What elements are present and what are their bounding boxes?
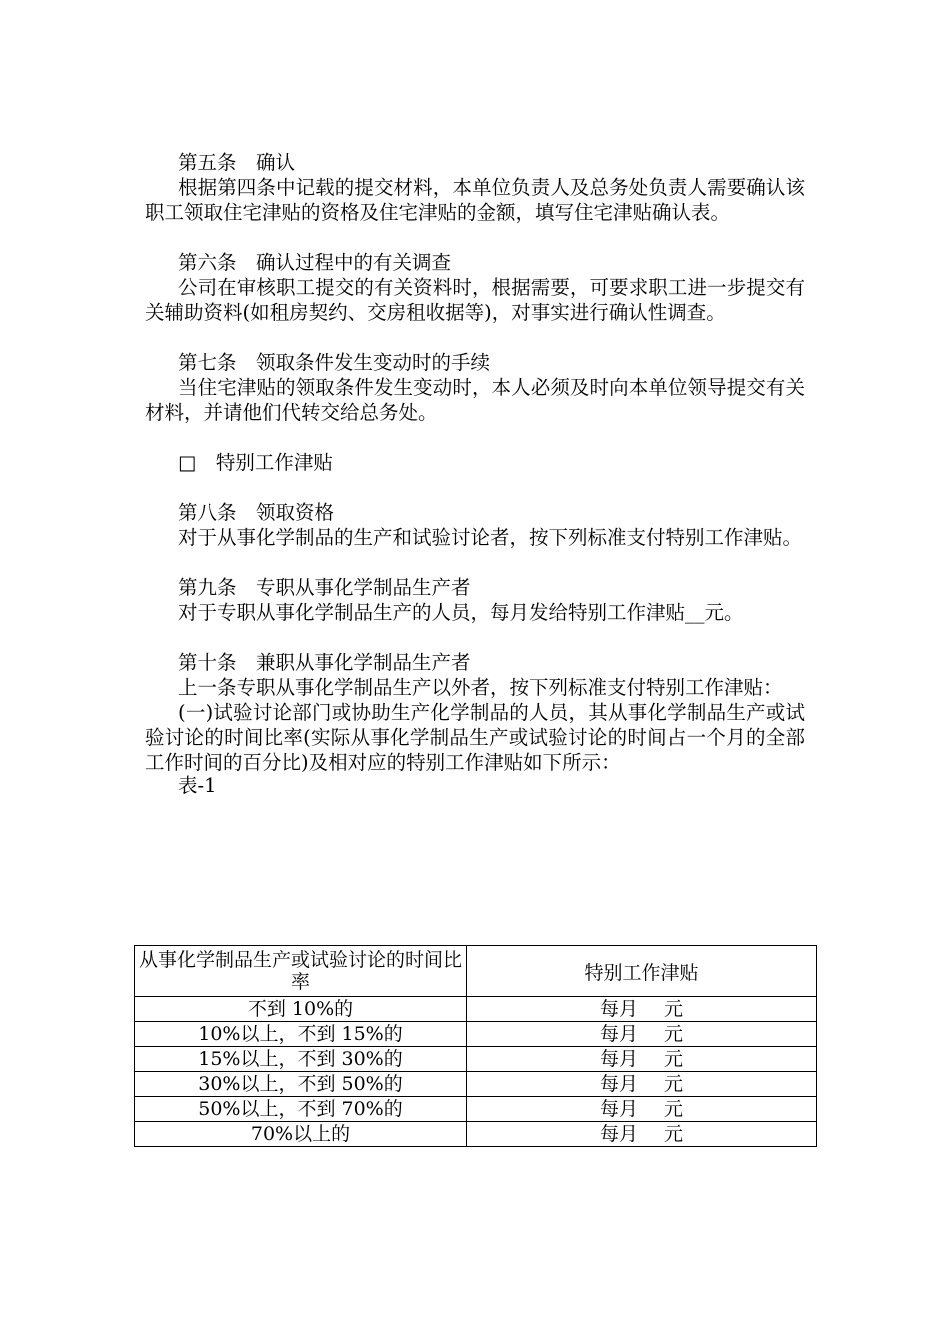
table-cell-amount [467,1122,817,1147]
article-8-body: 对于从事化学制品的生产和试验讨论者，按下列标准支付特别工作津贴。 [178,526,803,549]
table-cell-amount [467,1047,817,1072]
amount-unit-label: 元 [664,1073,684,1095]
table-row [135,1047,817,1072]
amount-month-label: 每月 [599,998,638,1020]
amount-month-label: 每月 [599,1123,638,1145]
table-cell-ratio: 不到 10%的 [135,997,467,1022]
spacer [145,550,805,575]
article-8-heading: 第八条 领取资格 [178,501,335,524]
article-9-body: 对于专职从事化学制品生产的人员，每月发给特别工作津贴__元。 [178,601,744,624]
spacer [145,225,805,250]
article-5-heading: 第五条 确认 [178,151,296,174]
allowance-table [134,945,817,1147]
section-title-special-allowance: □ 特别工作津贴 [178,451,333,474]
table-row [135,1122,817,1147]
amount-unit-label: 元 [664,998,684,1020]
table-cell-ratio: 30%以上，不到 50%的 [135,1072,467,1097]
spacer [145,425,805,450]
amount-unit-label: 元 [664,1048,684,1070]
table-cell-ratio: 50%以上，不到 70%的 [135,1097,467,1122]
amount-unit-label: 元 [664,1023,684,1045]
article-9-heading: 第九条 专职从事化学制品生产者 [178,576,471,599]
document-body [145,150,805,797]
article-10-heading: 第十条 兼职从事化学制品生产者 [178,651,471,674]
article-10-clause-1: (一)试验讨论部门或协助生产化学制品的人员，其从事化学制品生产或试验讨论的时间比率(实际从事化学制品生产或试验讨论的时间占一个月的全部工作时间的百分比)及相对应的特别工作津贴如下所示： [145,701,805,774]
table-cell-ratio: 15%以上，不到 30%的 [135,1047,467,1072]
table-header-ratio: 从事化学制品生产或试验讨论的时间比率 [135,946,467,997]
article-10-body: 上一条专职从事化学制品生产以外者，按下列标准支付特别工作津贴： [178,676,783,699]
table-cell-ratio: 10%以上，不到 15%的 [135,1022,467,1047]
spacer [145,625,805,650]
table-cell-amount [467,1022,817,1047]
table-cell-amount [467,997,817,1022]
table-cell-amount [467,1097,817,1122]
table-caption: 表-1 [178,774,217,797]
table-row [135,1072,817,1097]
amount-unit-label: 元 [664,1123,684,1145]
article-5-body: 根据第四条中记载的提交材料，本单位负责人及总务处负责人需要确认该职工领取住宅津贴的资格及住宅津贴的金额，填写住宅津贴确认表。 [145,176,805,224]
article-7-body: 当住宅津贴的领取条件发生变动时，本人必须及时向本单位领导提交有关材料，并请他们代转交给总务处。 [145,376,805,424]
spacer [145,475,805,500]
table-row [135,997,817,1022]
spacer [145,325,805,350]
amount-month-label: 每月 [599,1023,638,1045]
article-6-heading: 第六条 确认过程中的有关调查 [178,251,452,274]
table-cell-ratio: 70%以上的 [135,1122,467,1147]
article-6-body: 公司在审核职工提交的有关资料时，根据需要，可要求职工进一步提交有关辅助资料(如租房契约、交房租收据等)，对事实进行确认性调查。 [145,276,805,324]
amount-unit-label: 元 [664,1098,684,1120]
table-row [135,1097,817,1122]
table-header-allowance: 特别工作津贴 [467,946,817,997]
amount-month-label: 每月 [599,1073,638,1095]
table-row [135,1022,817,1047]
amount-month-label: 每月 [599,1048,638,1070]
table-cell-amount [467,1072,817,1097]
article-7-heading: 第七条 领取条件发生变动时的手续 [178,351,491,374]
table-header-row [135,946,817,997]
amount-month-label: 每月 [599,1098,638,1120]
